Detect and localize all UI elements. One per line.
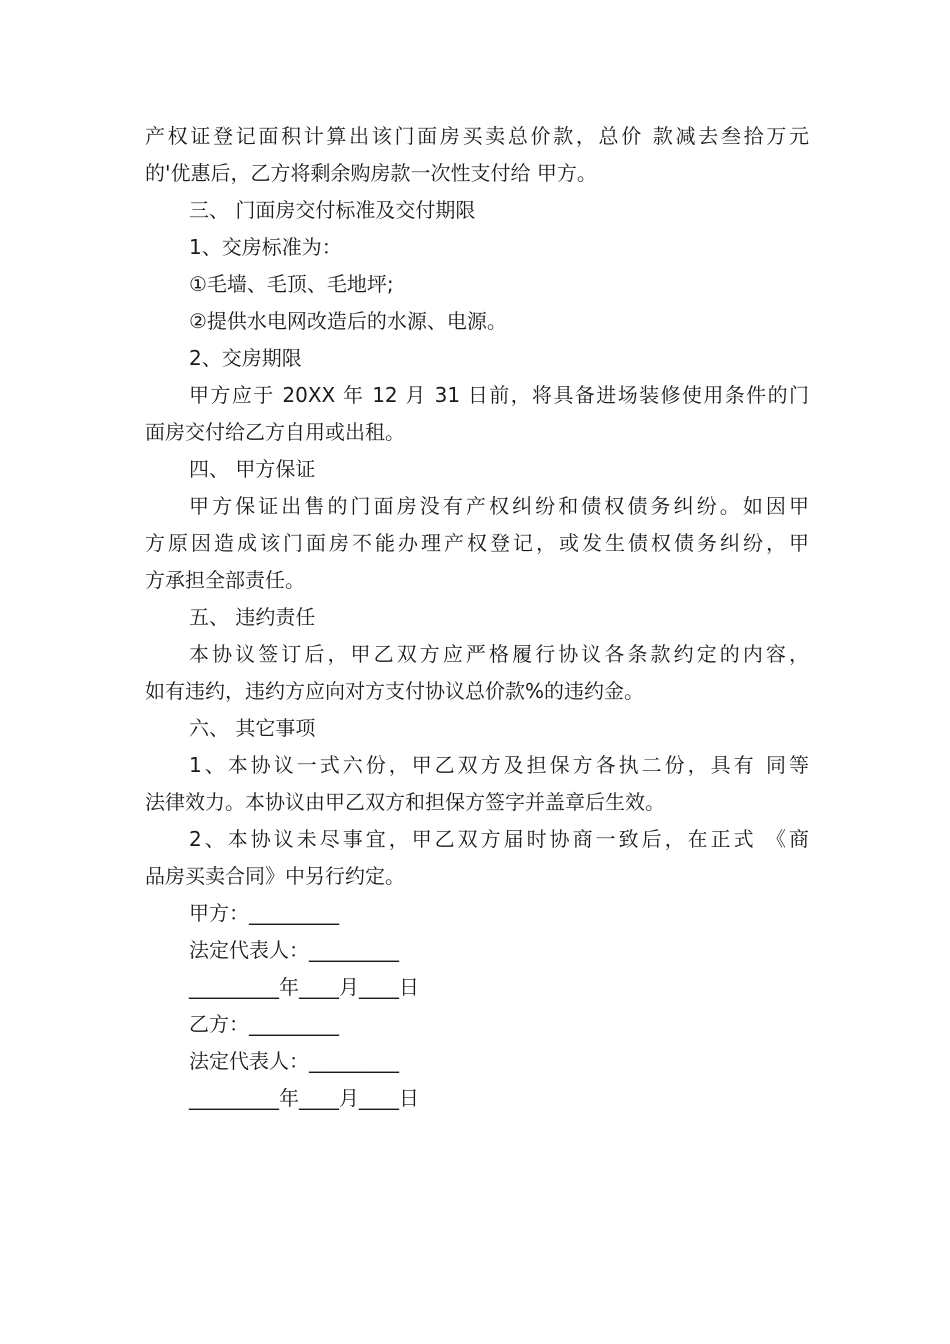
delivery-deadline-line-1: 甲方应于 20XX 年 12 月 31 日前，将具备进场装修使用条件的门 bbox=[189, 383, 809, 407]
section-heading-breach: 五、 违约责任 bbox=[189, 605, 316, 629]
breach-line-2: 如有违约，违约方应向对方支付协议总价款%的违约金。 bbox=[145, 679, 645, 703]
paragraph-line-price-2: 的'优惠后，乙方将剩余购房款一次性支付给 甲方。 bbox=[145, 161, 597, 185]
party-a-date: _________年____月____日 bbox=[189, 975, 419, 999]
party-a-representative: 法定代表人：_________ bbox=[189, 938, 399, 962]
other-item-2-line-2: 品房买卖合同》中另行约定。 bbox=[145, 864, 405, 888]
other-item-1-line-1: 1、本协议一式六份，甲乙双方及担保方各执二份，具有 同等 bbox=[189, 753, 809, 777]
other-item-1-line-2: 法律效力。本协议由甲乙双方和担保方签字并盖章后生效。 bbox=[145, 790, 665, 814]
section-heading-guarantee: 四、 甲方保证 bbox=[189, 457, 316, 481]
delivery-standard-item-2: ②提供水电网改造后的水源、电源。 bbox=[189, 309, 507, 333]
party-a-signature: 甲方：_________ bbox=[189, 901, 339, 925]
party-b-date: _________年____月____日 bbox=[189, 1086, 419, 1110]
delivery-deadline-label: 2、交房期限 bbox=[189, 346, 302, 370]
paragraph-line-price-1: 产权证登记面积计算出该门面房买卖总价款，总价 款减去叁拾万元 bbox=[145, 124, 809, 148]
section-heading-other: 六、 其它事项 bbox=[189, 716, 316, 740]
guarantee-line-3: 方承担全部责任。 bbox=[145, 568, 305, 592]
guarantee-line-1: 甲方保证出售的门面房没有产权纠纷和债权债务纠纷。如因甲 bbox=[189, 494, 809, 518]
delivery-deadline-line-2: 面房交付给乙方自用或出租。 bbox=[145, 420, 405, 444]
delivery-standard-item-1: ①毛墙、毛顶、毛地坪; bbox=[189, 272, 394, 296]
delivery-standard-label: 1、交房标准为： bbox=[189, 235, 342, 259]
breach-line-1: 本协议签订后，甲乙双方应严格履行协议各条款约定的内容， bbox=[189, 642, 809, 666]
party-b-signature: 乙方：_________ bbox=[189, 1012, 339, 1036]
other-item-2-line-1: 2、本协议未尽事宜，甲乙双方届时协商一致后，在正式 《商 bbox=[189, 827, 809, 851]
section-heading-delivery: 三、 门面房交付标准及交付期限 bbox=[189, 198, 476, 222]
guarantee-line-2: 方原因造成该门面房不能办理产权登记，或发生债权债务纠纷，甲 bbox=[145, 531, 809, 555]
party-b-representative: 法定代表人：_________ bbox=[189, 1049, 399, 1073]
document-body bbox=[145, 118, 809, 1117]
